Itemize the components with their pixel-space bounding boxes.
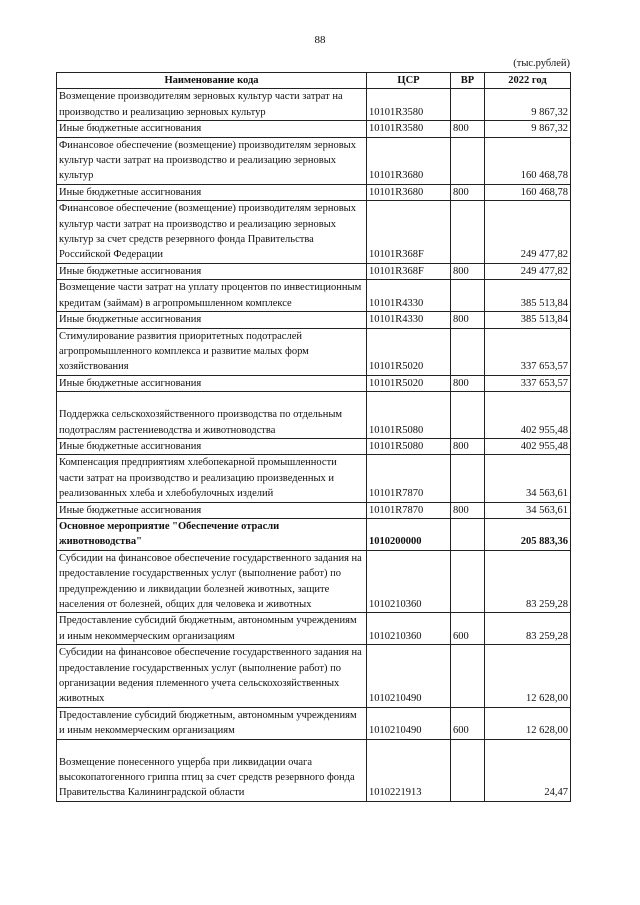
table-row [57,184,571,200]
row-sum: 83 259,28 [485,550,571,613]
row-csr: 10101R5020 [367,375,451,391]
table-row [57,739,571,801]
row-csr: 1010210490 [367,645,451,708]
row-name: Возмещение производителям зерновых культур части затрат на производство и реализацию зерновых культур [57,89,367,121]
table-row [57,613,571,645]
column-header-vr: ВР [451,73,485,89]
table-row [57,707,571,739]
row-csr: 10101R7870 [367,502,451,518]
row-sum: 12 628,00 [485,707,571,739]
row-name: Основное мероприятие "Обеспечение отрасли животноводства" [57,518,367,550]
table-row [57,455,571,502]
table-row [57,312,571,328]
row-vr [451,455,485,502]
table-row [57,328,571,375]
page-number: 88 [314,34,326,46]
row-csr: 10101R368F [367,263,451,279]
table-row [57,201,571,264]
row-name: Субсидии на финансовое обеспечение государственного задания на предоставление государственных услуг (выполнение работ) по организации ведения племенного учета сельскохозяйственных животных [57,645,367,708]
row-sum: 249 477,82 [485,201,571,264]
row-sum: 9 867,32 [485,89,571,121]
row-sum: 12 628,00 [485,645,571,708]
row-vr: 800 [451,375,485,391]
row-csr: 10101R3680 [367,137,451,184]
row-csr: 10101R4330 [367,280,451,312]
row-vr: 600 [451,707,485,739]
row-csr: 10101R7870 [367,455,451,502]
row-sum: 24,47 [485,739,571,801]
row-sum: 249 477,82 [485,263,571,279]
row-vr: 600 [451,613,485,645]
row-name: Иные бюджетные ассигнования [57,263,367,279]
row-name: Иные бюджетные ассигнования [57,184,367,200]
row-name: Финансовое обеспечение (возмещение) производителям зерновых культур части затрат на производство и реализацию зерновых культур [57,137,367,184]
row-name: Иные бюджетные ассигнования [57,502,367,518]
column-header-csr: ЦСР [367,73,451,89]
row-csr: 1010210360 [367,613,451,645]
table-row [57,550,571,613]
table-row [57,89,571,121]
row-vr [451,280,485,312]
row-vr [451,739,485,801]
row-vr [451,328,485,375]
row-vr [451,518,485,550]
row-name: Стимулирование развития приоритетных подотраслей агропромышленного комплекса и развитие малых форм хозяйствования [57,328,367,375]
row-name: Предоставление субсидий бюджетным, автономным учреждениям и иным некоммерческим организациям [57,613,367,645]
table-row-section [57,518,571,550]
row-sum: 160 468,78 [485,137,571,184]
row-name: Поддержка сельскохозяйственного производства по отдельным подотраслям растениеводства и животноводства [57,392,367,439]
table-row [57,645,571,708]
column-header-name: Наименование кода [57,73,367,89]
row-csr: 10101R5080 [367,438,451,454]
row-sum: 205 883,36 [485,518,571,550]
row-sum: 34 563,61 [485,455,571,502]
table-row [57,280,571,312]
row-csr: 10101R5020 [367,328,451,375]
table-row [57,392,571,439]
row-vr [451,645,485,708]
row-name: Субсидии на финансовое обеспечение государственного задания на предоставление государственных услуг (выполнение работ) по предупреждению и ликвидации болезней животных, защите населения от болезней, общих для человека и животных [57,550,367,613]
row-vr: 800 [451,121,485,137]
units-note: (тыс.рублей) [513,58,570,69]
row-csr: 1010221913 [367,739,451,801]
row-vr: 800 [451,438,485,454]
row-sum: 385 513,84 [485,312,571,328]
row-vr [451,201,485,264]
row-csr: 10101R5080 [367,392,451,439]
row-csr: 10101R4330 [367,312,451,328]
row-name: Иные бюджетные ассигнования [57,375,367,391]
row-sum: 337 653,57 [485,375,571,391]
row-sum: 160 468,78 [485,184,571,200]
table-header-row [57,73,571,89]
table-row [57,375,571,391]
row-sum: 402 955,48 [485,392,571,439]
row-csr: 10101R3680 [367,184,451,200]
column-header-year: 2022 год [485,73,571,89]
row-vr: 800 [451,312,485,328]
row-sum: 385 513,84 [485,280,571,312]
table-row [57,137,571,184]
row-csr: 1010200000 [367,518,451,550]
row-sum: 34 563,61 [485,502,571,518]
row-vr [451,392,485,439]
budget-table [56,72,571,802]
row-vr: 800 [451,263,485,279]
row-sum: 9 867,32 [485,121,571,137]
row-name: Иные бюджетные ассигнования [57,312,367,328]
row-csr: 1010210490 [367,707,451,739]
row-name: Иные бюджетные ассигнования [57,121,367,137]
row-csr: 10101R3580 [367,89,451,121]
row-name: Возмещение понесенного ущерба при ликвидации очага высокопатогенного гриппа птиц за счет средств резервного фонда Правительства Калининградской области [57,739,367,801]
row-vr [451,550,485,613]
row-sum: 337 653,57 [485,328,571,375]
row-name: Возмещение части затрат на уплату процентов по инвестиционным кредитам (займам) в агропромышленном комплексе [57,280,367,312]
row-csr: 1010210360 [367,550,451,613]
row-name: Компенсация предприятиям хлебопекарной промышленности части затрат на производство и реализацию произведенных и реализованных хлеба и хлебобулочных изделий [57,455,367,502]
row-csr: 10101R368F [367,201,451,264]
row-sum: 83 259,28 [485,613,571,645]
table-row [57,502,571,518]
row-name: Иные бюджетные ассигнования [57,438,367,454]
table-row [57,263,571,279]
row-vr: 800 [451,502,485,518]
row-sum: 402 955,48 [485,438,571,454]
row-csr: 10101R3580 [367,121,451,137]
row-vr [451,137,485,184]
table-row [57,438,571,454]
row-name: Финансовое обеспечение (возмещение) производителям зерновых культур части затрат на производство и реализацию зерновых культур за счет средств резервного фонда Правительства Российской Федерации [57,201,367,264]
table-row [57,121,571,137]
row-vr: 800 [451,184,485,200]
row-name: Предоставление субсидий бюджетным, автономным учреждениям и иным некоммерческим организациям [57,707,367,739]
row-vr [451,89,485,121]
